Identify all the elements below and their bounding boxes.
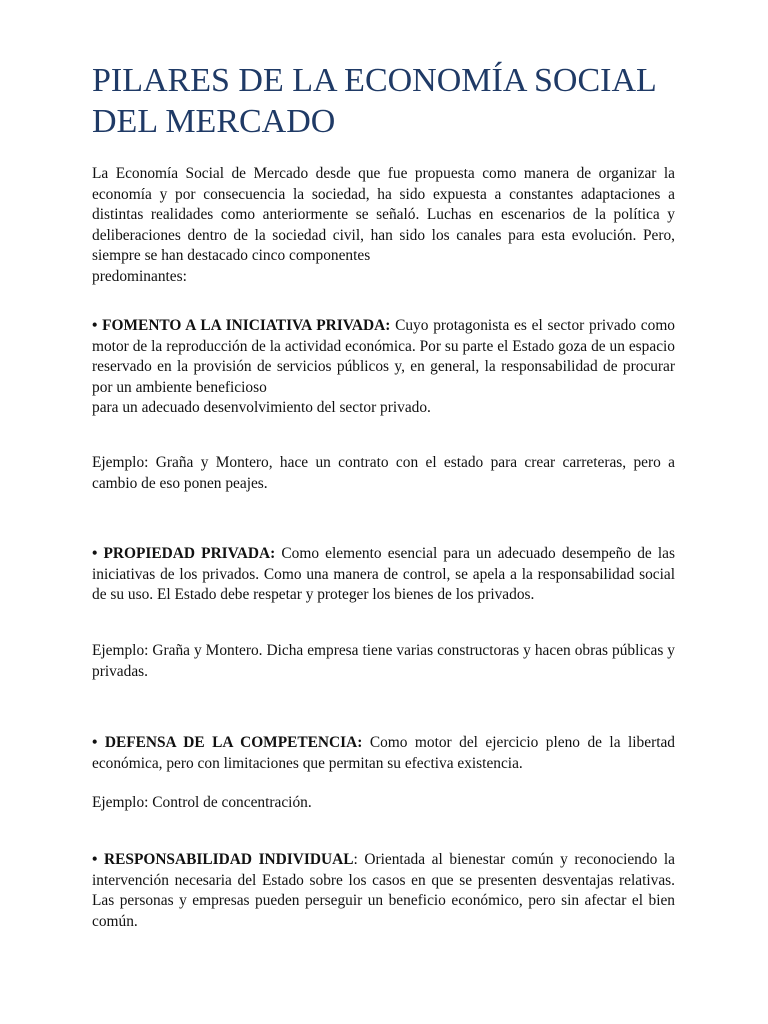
pillar-iniciativa-privada <box>92 316 675 419</box>
pillar-text-tail: para un adecuado desenvolvimiento del sector privado. <box>92 399 431 416</box>
example-propiedad-privada: Ejemplo: Graña y Montero. Dicha empresa tiene varias constructoras y hacen obras públicas y privadas. <box>92 642 675 680</box>
pillar-heading: • PROPIEDAD PRIVADA: <box>92 545 276 562</box>
pillar-responsabilidad-individual <box>92 850 675 932</box>
pillar-heading: • RESPONSABILIDAD INDIVIDUAL <box>92 851 354 868</box>
pillar-heading: • DEFENSA DE LA COMPETENCIA: <box>92 734 363 751</box>
example-defensa-competencia: Ejemplo: Control de concentración. <box>92 794 312 811</box>
intro-text: La Economía Social de Mercado desde que fue propuesta como manera de organizar la economía y por consecuencia la sociedad, ha sido expuesta a constantes adaptaciones a distintas realidades como anteriormente se señaló. Luchas en escenarios de la política y deliberaciones dentro de la sociedad civil, han sido los canales para esta evolución. Pero, siempre se han destacado cinco componentes <box>92 165 675 264</box>
pillar-text: Como elemento esencial para un adecuado desempeño de las iniciativas de los privados. Como una manera de control, se apela a la responsabilidad social de su uso. El Estado debe respetar y proteger los bienes de los privados. <box>92 545 675 603</box>
pillar-defensa-competencia <box>92 733 675 774</box>
pillar-text: Como motor del ejercicio pleno de la libertad económica, pero con limitaciones que permitan su efectiva existencia. <box>92 734 675 772</box>
intro-paragraph <box>92 164 675 287</box>
pillar-heading: • FOMENTO A LA INICIATIVA PRIVADA: <box>92 317 391 334</box>
pillar-propiedad-privada <box>92 544 675 606</box>
page-title: PILARES DE LA ECONOMÍA SOCIAL DEL MERCADO <box>92 62 656 140</box>
pillar-text: Cuyo protagonista es el sector privado como motor de la reproducción de la actividad económica. Por su parte el Estado goza de un espacio reservado en la provisión de servicios públicos y, en general, la responsabilidad de procurar por un ambiente beneficioso <box>92 317 676 396</box>
example-iniciativa-privada: Ejemplo: Graña y Montero, hace un contrato con el estado para crear carreteras, pero a cambio de eso ponen peajes. <box>92 454 675 492</box>
intro-tail: predominantes: <box>92 267 187 285</box>
pillar-text: : Orientada al bienestar común y reconociendo la intervención necesaria del Estado sobre los casos en que se presenten desventajas relativas. Las personas y empresas pueden perseguir un beneficio económico, pero sin afectar el bien común. <box>92 851 675 930</box>
